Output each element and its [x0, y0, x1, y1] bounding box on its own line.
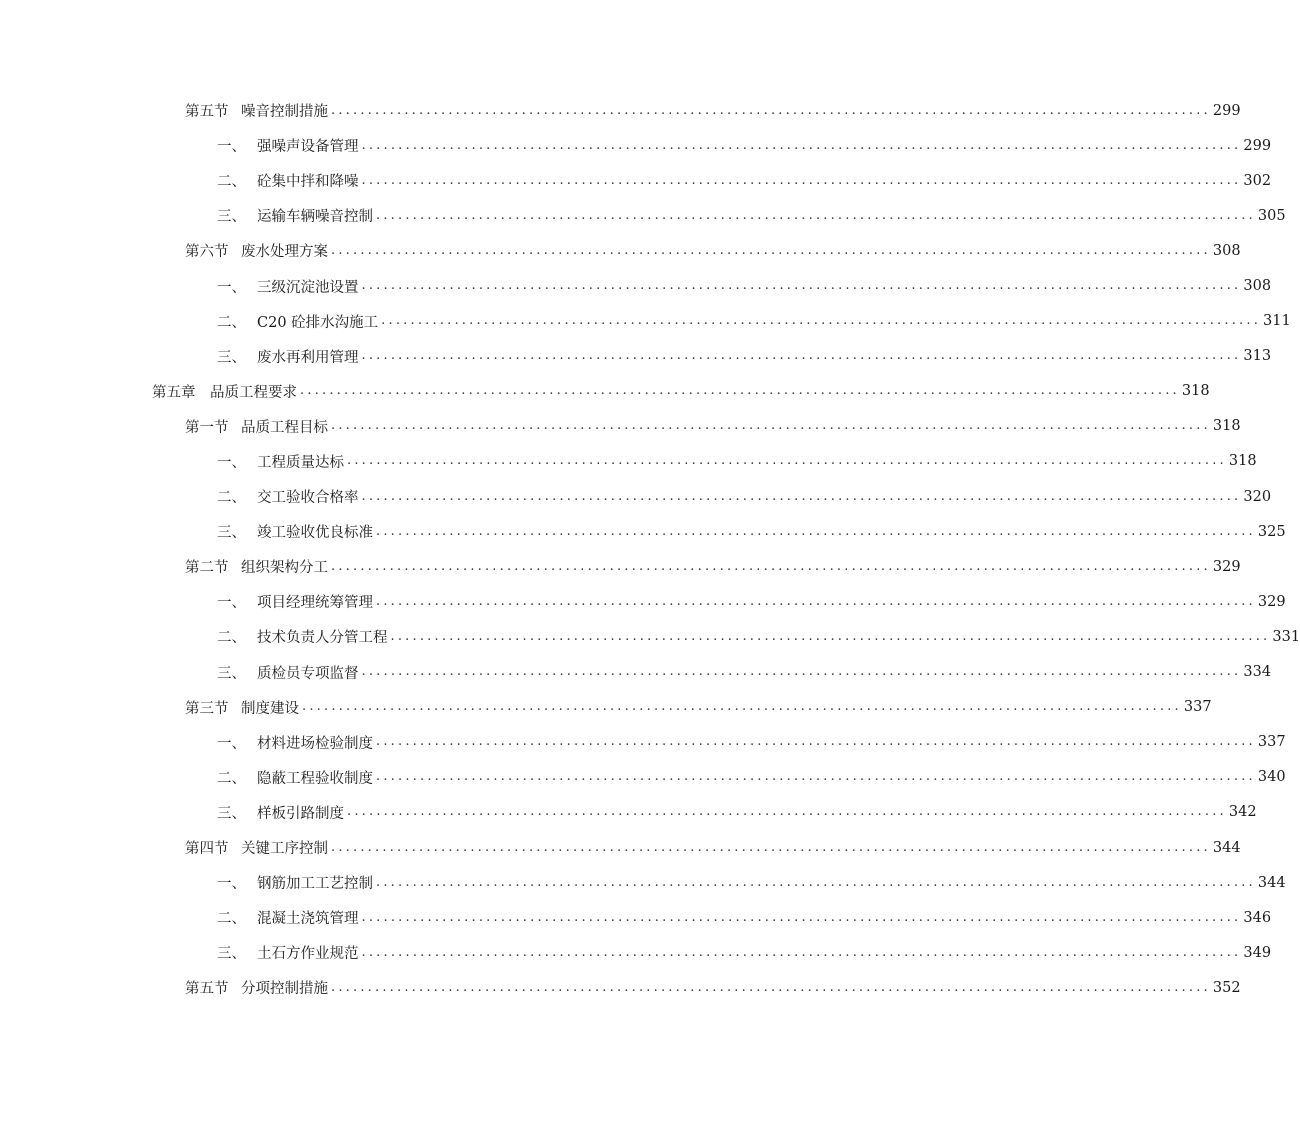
toc-entry-title: 砼集中拌和降噪: [257, 174, 359, 191]
toc-entry-title: C20 砼排水沟施工: [257, 314, 379, 331]
toc-entry-title: 组织架构分工: [241, 560, 328, 577]
toc-entry-number: 一、: [217, 279, 246, 296]
toc-entry-title: 制度建设: [241, 700, 299, 717]
toc-dot-leader: ........................................................................................................................: [381, 313, 1262, 329]
toc-entry-section[interactable]: [0, 830, 1241, 865]
toc-entry-item[interactable]: [0, 655, 1272, 690]
toc-dot-leader: ........................................................................................................................: [390, 628, 1271, 644]
toc-entry-section[interactable]: [0, 93, 1241, 128]
toc-entry-page: 318: [1181, 383, 1210, 400]
toc-entry-number: 第四节: [185, 841, 229, 858]
toc-entry-number: 一、: [217, 735, 246, 752]
toc-entry-page: 305: [1257, 207, 1286, 224]
toc-dot-leader: ........................................................................................................................: [300, 383, 1180, 399]
toc-dot-leader: ........................................................................................................................: [376, 593, 1256, 609]
toc-entry-title: 土石方作业规范: [257, 946, 359, 963]
toc-entry-item[interactable]: [0, 479, 1272, 514]
toc-entry-item[interactable]: [0, 584, 1286, 619]
toc-entry-page: 325: [1257, 523, 1286, 540]
toc-entry-number: 第五章: [152, 384, 196, 401]
toc-entry-title: 钢筋加工工艺控制: [257, 876, 373, 893]
toc-entry-number: 三、: [217, 946, 246, 963]
toc-dot-leader: ........................................................................................................................: [376, 874, 1256, 890]
toc-dot-leader: ........................................................................................................................: [347, 804, 1227, 820]
toc-entry-number: 一、: [217, 876, 246, 893]
toc-entry-title: 竣工验收优良标准: [257, 525, 373, 542]
toc-entry-title: 样板引路制度: [257, 805, 344, 822]
toc-entry-number: 二、: [217, 770, 246, 787]
toc-entry-number: 二、: [217, 911, 246, 928]
toc-entry-title: 交工验收合格率: [257, 490, 359, 507]
toc-entry-number: 三、: [217, 349, 246, 366]
toc-entry-chapter[interactable]: [0, 374, 1210, 409]
toc-entry-page: 313: [1243, 348, 1272, 365]
toc-dot-leader: ........................................................................................................................: [376, 769, 1256, 785]
toc-dot-leader: ........................................................................................................................: [361, 944, 1242, 960]
toc-entry-page: 337: [1183, 699, 1212, 716]
toc-entry-page: 334: [1243, 664, 1272, 681]
toc-dot-leader: ........................................................................................................................: [361, 909, 1242, 925]
toc-entry-page: 302: [1243, 172, 1272, 189]
toc-dot-leader: ........................................................................................................................: [347, 453, 1227, 469]
toc-entry-page: 318: [1212, 418, 1241, 435]
toc-entry-number: 二、: [217, 490, 246, 507]
toc-entry-item[interactable]: [0, 619, 1300, 654]
table-of-contents: [0, 93, 1300, 1005]
toc-entry-number: 第五节: [185, 104, 229, 121]
toc-entry-number: 一、: [217, 139, 246, 156]
toc-entry-section[interactable]: [0, 409, 1241, 444]
toc-dot-leader: ........................................................................................................................: [331, 979, 1211, 995]
toc-entry-page: 299: [1243, 137, 1272, 154]
toc-dot-leader: ........................................................................................................................: [331, 839, 1211, 855]
toc-entry-section[interactable]: [0, 549, 1241, 584]
toc-entry-item[interactable]: [0, 795, 1257, 830]
toc-dot-leader: ........................................................................................................................: [361, 488, 1242, 504]
toc-entry-page: 331: [1272, 628, 1300, 645]
toc-entry-number: 第三节: [185, 700, 229, 717]
toc-entry-number: 三、: [217, 525, 246, 542]
toc-entry-title: 技术负责人分管工程: [257, 630, 388, 647]
toc-entry-number: 三、: [217, 665, 246, 682]
toc-dot-leader: ........................................................................................................................: [361, 348, 1242, 364]
toc-entry-title: 分项控制措施: [241, 981, 328, 998]
toc-entry-number: 三、: [217, 805, 246, 822]
toc-entry-section[interactable]: [0, 233, 1241, 268]
toc-entry-title: 隐蔽工程验收制度: [257, 770, 373, 787]
toc-entry-page: 342: [1228, 804, 1257, 821]
toc-entry-page: 320: [1243, 488, 1272, 505]
toc-entry-title: 品质工程目标: [241, 419, 328, 436]
toc-entry-item[interactable]: [0, 128, 1272, 163]
toc-entry-item[interactable]: [0, 725, 1286, 760]
toc-entry-item[interactable]: [0, 900, 1272, 935]
toc-entry-page: 349: [1243, 944, 1272, 961]
toc-entry-item[interactable]: [0, 514, 1286, 549]
toc-entry-page: 299: [1212, 102, 1241, 119]
toc-entry-title: 混凝土浇筑管理: [257, 911, 359, 928]
toc-entry-page: 344: [1212, 839, 1241, 856]
toc-entry-page: 311: [1263, 313, 1291, 330]
toc-entry-page: 340: [1257, 769, 1286, 786]
toc-entry-page: 329: [1212, 558, 1241, 575]
toc-entry-page: 337: [1257, 734, 1286, 751]
toc-entry-number: 第五节: [185, 981, 229, 998]
toc-entry-item[interactable]: [0, 304, 1291, 339]
toc-entry-item[interactable]: [0, 268, 1272, 303]
toc-dot-leader: ........................................................................................................................: [361, 664, 1242, 680]
toc-entry-title: 废水再利用管理: [257, 349, 359, 366]
toc-entry-section[interactable]: [0, 690, 1212, 725]
toc-entry-number: 三、: [217, 209, 246, 226]
toc-entry-item[interactable]: [0, 935, 1272, 970]
toc-entry-number: 第二节: [185, 560, 229, 577]
toc-dot-leader: ........................................................................................................................: [302, 699, 1182, 715]
toc-entry-item[interactable]: [0, 444, 1257, 479]
toc-entry-item[interactable]: [0, 198, 1286, 233]
toc-entry-item[interactable]: [0, 339, 1272, 374]
toc-entry-title: 项目经理统筹管理: [257, 595, 373, 612]
toc-dot-leader: ........................................................................................................................: [331, 558, 1211, 574]
toc-entry-page: 352: [1212, 979, 1241, 996]
toc-entry-title: 工程质量达标: [257, 454, 344, 471]
toc-entry-title: 材料进场检验制度: [257, 735, 373, 752]
toc-dot-leader: ........................................................................................................................: [361, 278, 1242, 294]
toc-dot-leader: ........................................................................................................................: [331, 102, 1211, 118]
toc-entry-title: 质检员专项监督: [257, 665, 359, 682]
toc-dot-leader: ........................................................................................................................: [376, 523, 1256, 539]
toc-entry-page: 346: [1243, 909, 1272, 926]
toc-entry-title: 强噪声设备管理: [257, 139, 359, 156]
toc-dot-leader: ........................................................................................................................: [331, 242, 1211, 258]
toc-entry-page: 329: [1257, 593, 1286, 610]
toc-entry-number: 一、: [217, 454, 246, 471]
toc-entry-number: 二、: [217, 630, 246, 647]
toc-entry-section[interactable]: [0, 970, 1241, 1005]
toc-entry-number: 一、: [217, 595, 246, 612]
toc-entry-title: 关键工序控制: [241, 841, 328, 858]
toc-entry-title: 三级沉淀池设置: [257, 279, 359, 296]
toc-entry-item[interactable]: [0, 760, 1286, 795]
toc-entry-number: 第一节: [185, 419, 229, 436]
toc-entry-number: 二、: [217, 314, 246, 331]
toc-entry-title: 噪音控制措施: [241, 104, 328, 121]
toc-entry-item[interactable]: [0, 163, 1272, 198]
toc-entry-title: 废水处理方案: [241, 244, 328, 261]
toc-dot-leader: ........................................................................................................................: [361, 137, 1242, 153]
toc-entry-number: 第六节: [185, 244, 229, 261]
toc-dot-leader: ........................................................................................................................: [376, 207, 1256, 223]
toc-dot-leader: ........................................................................................................................: [376, 734, 1256, 750]
toc-entry-page: 344: [1257, 874, 1286, 891]
toc-entry-item[interactable]: [0, 865, 1286, 900]
toc-entry-page: 308: [1212, 242, 1241, 259]
toc-entry-number: 二、: [217, 174, 246, 191]
toc-entry-page: 318: [1228, 453, 1257, 470]
toc-dot-leader: ........................................................................................................................: [331, 418, 1211, 434]
toc-entry-page: 308: [1243, 278, 1272, 295]
toc-entry-title: 运输车辆噪音控制: [257, 209, 373, 226]
toc-dot-leader: ........................................................................................................................: [361, 172, 1242, 188]
toc-entry-title: 品质工程要求: [210, 384, 297, 401]
